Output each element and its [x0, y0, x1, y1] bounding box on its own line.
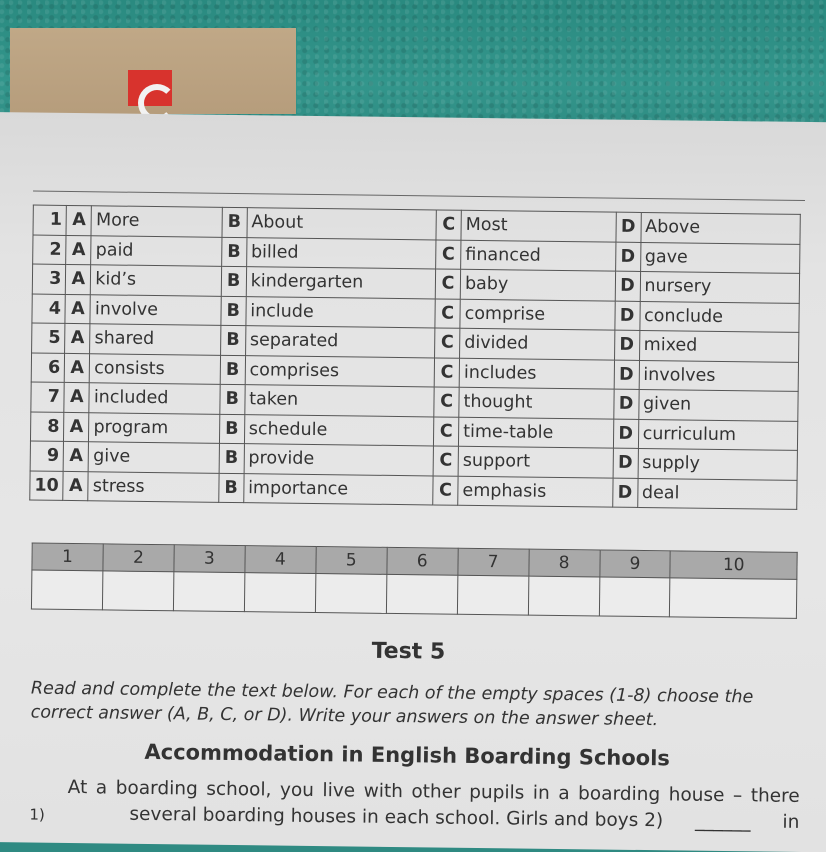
- option-letter-a: A: [65, 323, 90, 353]
- option-word-d: curriculum: [638, 419, 798, 450]
- option-letter-d: D: [614, 330, 639, 360]
- option-word-b: provide: [244, 444, 434, 476]
- option-word-b: importance: [243, 473, 433, 505]
- question-number: 1: [33, 205, 67, 235]
- answer-cell[interactable]: [386, 574, 457, 614]
- option-word-a: paid: [91, 235, 222, 266]
- option-word-c: financed: [461, 240, 616, 271]
- option-word-d: mixed: [639, 330, 799, 361]
- option-letter-d: D: [615, 271, 640, 301]
- answer-cell[interactable]: [599, 577, 670, 617]
- option-word-a: kid’s: [91, 265, 222, 296]
- passage-line-2-a: several boarding houses in each school. Girls and boys 2): [129, 803, 664, 832]
- option-letter-a: A: [64, 382, 89, 412]
- option-word-d: involves: [639, 360, 799, 391]
- option-letter-b: B: [221, 266, 246, 296]
- question-number: 2: [33, 235, 67, 265]
- option-word-c: time-table: [459, 417, 614, 448]
- option-word-d: Above: [640, 212, 800, 243]
- option-word-d: given: [638, 389, 798, 420]
- option-letter-b: B: [219, 414, 244, 444]
- option-letter-c: C: [434, 357, 459, 387]
- option-letter-c: C: [435, 269, 460, 299]
- option-letter-a: A: [65, 294, 90, 324]
- option-word-b: schedule: [244, 414, 434, 446]
- option-letter-c: C: [433, 475, 458, 505]
- question-number: 3: [32, 264, 66, 294]
- option-letter-d: D: [614, 301, 639, 331]
- option-letter-d: D: [613, 419, 638, 449]
- option-word-b: taken: [245, 385, 435, 417]
- option-word-d: supply: [638, 448, 798, 479]
- option-word-b: comprises: [245, 355, 435, 387]
- option-letter-c: C: [433, 446, 458, 476]
- passage-line-2-b: in: [782, 811, 800, 833]
- option-word-b: kindergarten: [246, 267, 436, 299]
- question-number: 7: [31, 382, 65, 412]
- option-letter-b: B: [220, 355, 245, 385]
- option-letter-c: C: [436, 210, 461, 240]
- answer-number: 10: [670, 551, 797, 580]
- option-word-d: gave: [640, 242, 800, 273]
- textbook-page: [0, 112, 826, 852]
- option-letter-a: A: [63, 441, 88, 471]
- option-word-a: involve: [90, 294, 221, 325]
- answer-number: 7: [458, 548, 529, 576]
- answer-cell[interactable]: [102, 571, 173, 611]
- publisher-logo: [128, 70, 172, 106]
- option-word-c: baby: [460, 269, 615, 300]
- option-letter-c: C: [435, 298, 460, 328]
- answer-cell[interactable]: [244, 573, 315, 613]
- option-letter-b: B: [219, 443, 244, 473]
- option-word-d: nursery: [640, 271, 800, 302]
- answer-number: 2: [103, 544, 174, 572]
- option-word-d: conclude: [639, 301, 799, 332]
- answer-cell[interactable]: [315, 574, 386, 614]
- option-letter-b: B: [218, 473, 243, 503]
- option-letter-b: B: [222, 207, 247, 237]
- option-letter-a: A: [65, 353, 90, 383]
- option-letter-d: D: [614, 360, 639, 390]
- instructions: Read and complete the text below. For each of the empty spaces (1-8) choose the correct answer (A, B, C, or D). Write your answers on the answer sheet.: [30, 678, 754, 731]
- option-letter-c: C: [434, 387, 459, 417]
- option-letter-b: B: [220, 384, 245, 414]
- answer-number: 3: [174, 545, 245, 573]
- question-number: 9: [30, 441, 64, 471]
- question-number: 5: [32, 323, 66, 353]
- option-word-a: consists: [90, 353, 221, 384]
- question-number: 8: [30, 412, 64, 442]
- option-word-a: program: [89, 412, 220, 443]
- option-letter-c: C: [434, 416, 459, 446]
- option-letter-a: A: [66, 235, 91, 265]
- question-number: 10: [30, 471, 64, 501]
- options-table: [29, 205, 801, 510]
- option-letter-d: D: [615, 242, 640, 272]
- option-letter-a: A: [64, 412, 89, 442]
- answer-number: 1: [32, 543, 103, 571]
- option-letter-b: B: [220, 325, 245, 355]
- passage-title: Accommodation in English Boarding Schools: [144, 739, 671, 771]
- option-letter-d: D: [615, 212, 640, 242]
- gap-marker-1: 1): [29, 805, 45, 824]
- option-word-a: give: [88, 442, 219, 473]
- option-letter-a: A: [66, 264, 91, 294]
- answer-number: 5: [316, 547, 387, 575]
- option-word-b: billed: [246, 237, 436, 269]
- option-letter-b: B: [221, 296, 246, 326]
- answer-number: 9: [599, 550, 670, 578]
- answer-number: 8: [528, 549, 599, 577]
- option-word-c: includes: [459, 358, 614, 389]
- option-word-b: separated: [245, 326, 435, 358]
- passage-line-1: At a boarding school, you live with other pupils in a boarding house – there: [67, 777, 800, 807]
- top-rule: [33, 191, 805, 201]
- option-letter-b: B: [221, 237, 246, 267]
- answer-number: 6: [387, 547, 458, 575]
- answer-cell[interactable]: [670, 578, 797, 619]
- option-letter-d: D: [613, 389, 638, 419]
- answer-sheet-table: [31, 543, 798, 619]
- answer-cell[interactable]: [457, 575, 528, 615]
- question-number: 4: [32, 294, 66, 324]
- option-word-a: stress: [88, 471, 219, 502]
- option-word-c: comprise: [460, 299, 615, 330]
- option-letter-c: C: [435, 328, 460, 358]
- answer-cell[interactable]: [528, 576, 599, 616]
- answer-blank: ______: [694, 810, 751, 833]
- option-letter-d: D: [612, 478, 637, 508]
- option-word-b: include: [246, 296, 436, 328]
- answer-cell[interactable]: [31, 570, 102, 610]
- option-letter-c: C: [436, 239, 461, 269]
- option-word-b: About: [247, 208, 437, 240]
- option-word-c: thought: [459, 387, 614, 418]
- question-number: 6: [31, 353, 65, 383]
- option-letter-a: A: [63, 471, 88, 501]
- answer-number: 4: [245, 546, 316, 574]
- option-word-c: emphasis: [458, 476, 613, 507]
- option-letter-a: A: [66, 205, 91, 235]
- option-word-c: support: [458, 446, 613, 477]
- option-word-c: Most: [461, 210, 616, 241]
- option-word-c: divided: [460, 328, 615, 359]
- option-word-a: included: [89, 383, 220, 414]
- option-word-a: More: [91, 206, 222, 237]
- answer-cell[interactable]: [173, 572, 244, 612]
- option-letter-d: D: [613, 448, 638, 478]
- option-word-d: deal: [637, 478, 797, 509]
- test-title: Test 5: [371, 638, 446, 665]
- option-word-a: shared: [90, 324, 221, 355]
